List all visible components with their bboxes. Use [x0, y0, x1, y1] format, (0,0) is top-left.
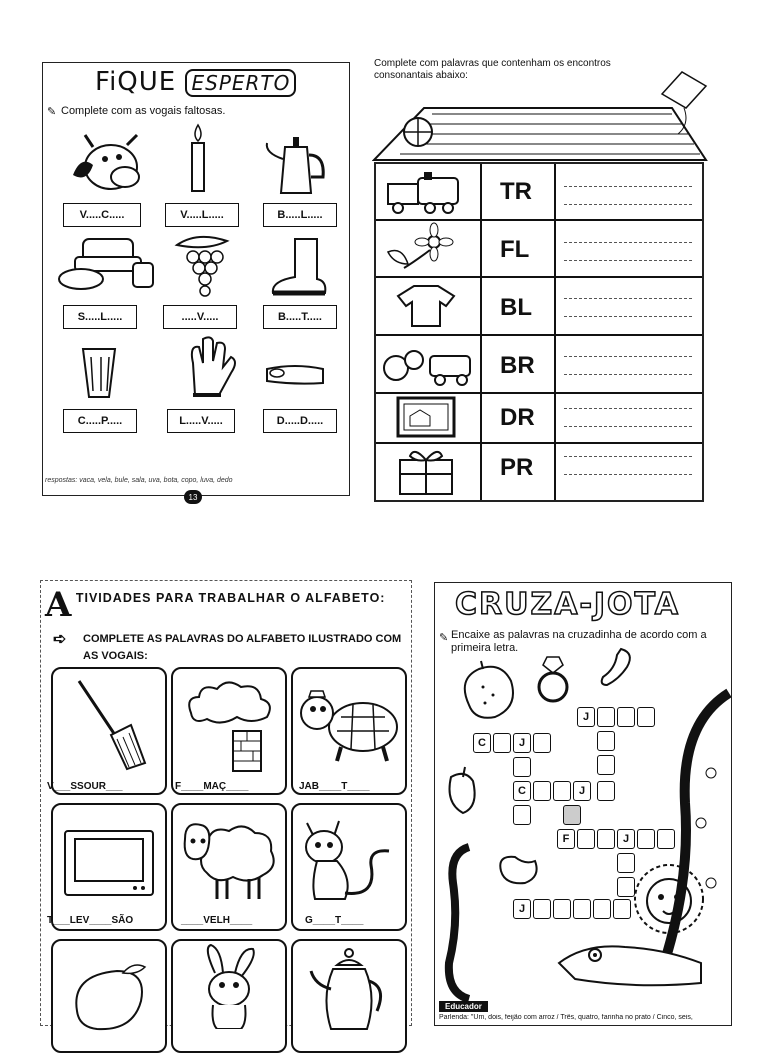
- crossword-cell[interactable]: [597, 707, 615, 727]
- snake-icon: [439, 843, 519, 1003]
- house-roof: [372, 64, 712, 164]
- boot-icon: [269, 235, 329, 299]
- writing-line: [564, 426, 692, 427]
- crossword-cell[interactable]: [637, 829, 655, 849]
- writing-line: [564, 408, 692, 409]
- crossword-cell[interactable]: [577, 829, 595, 849]
- writing-line: [564, 316, 692, 317]
- word-label-vassoura: V___SSOUR___: [47, 781, 123, 792]
- crossword-cell[interactable]: J: [573, 781, 591, 801]
- crossword-cell[interactable]: [657, 829, 675, 849]
- writing-line: [564, 186, 692, 187]
- card-smoke: [171, 667, 287, 795]
- crossword-cell[interactable]: [613, 899, 631, 919]
- syllable-bl: BL: [500, 294, 532, 321]
- word-box-4: S.....L.....: [63, 305, 137, 329]
- row-line-4: [376, 392, 702, 394]
- crossword-cell[interactable]: [493, 733, 511, 753]
- crossword-cell[interactable]: [593, 899, 611, 919]
- kettle-icon: [307, 947, 391, 1031]
- syllable-fl: FL: [500, 236, 530, 263]
- educador-badge: Educador: [439, 1001, 488, 1012]
- crossword-cell[interactable]: [553, 899, 571, 919]
- alfabeto-page: [40, 580, 412, 1026]
- crossword-cell[interactable]: [617, 707, 635, 727]
- answers-note: respostas: vaca, vela, bule, sala, uva, bota, copo, luva, dedo: [45, 477, 233, 484]
- cruza-title: CRUZA-JOTA: [455, 587, 680, 622]
- word-box-1: V.....C.....: [63, 203, 141, 227]
- house-instruction: Complete com palavras que contenham os encontros consonantais abaixo:: [374, 58, 611, 81]
- mango-icon: [67, 961, 151, 1031]
- gift-icon: [396, 446, 456, 496]
- finger-icon: [265, 361, 327, 389]
- writing-line: [564, 260, 692, 261]
- column-divider-1: [480, 164, 482, 500]
- writing-line: [564, 456, 692, 457]
- crossword-cell[interactable]: [513, 805, 531, 825]
- word-label-ovelha: ____VELH____: [181, 915, 253, 926]
- word-label-gato: G____T____: [305, 915, 364, 926]
- crossword-cell[interactable]: C: [513, 781, 531, 801]
- alfabeto-title: [45, 585, 385, 625]
- card-mango: [51, 939, 167, 1053]
- syllable-br: BR: [500, 352, 535, 379]
- cruza-jota-page: [434, 582, 732, 1026]
- bean-pod-icon: [597, 645, 637, 691]
- row-line-3: [376, 334, 702, 336]
- crossword-cell[interactable]: [533, 733, 551, 753]
- crossword-cell[interactable]: J: [513, 899, 531, 919]
- writing-line: [564, 298, 692, 299]
- alfabeto-title-text: TIVIDADES PARA TRABALHAR O ALFABETO:: [75, 591, 386, 605]
- fique-esperto-page: [42, 62, 350, 496]
- television-icon: [63, 829, 155, 897]
- card-sheep: [171, 803, 287, 931]
- crossword-cell[interactable]: [597, 731, 615, 751]
- teapot-icon: [263, 133, 331, 199]
- cruza-instruction: Encaixe as palavras na cruzadinha de acordo com a primeira letra.: [451, 629, 707, 654]
- row-line-1: [376, 219, 702, 221]
- fique-title-word1: FiQUE: [95, 67, 177, 97]
- glove-icon: [181, 333, 241, 405]
- alfabeto-title-initial: A: [45, 585, 72, 625]
- flower-icon: [384, 222, 464, 272]
- cashew-icon: [441, 763, 481, 819]
- toys-icon: [380, 338, 476, 388]
- fique-instruction: Complete com as vogais faltosas.: [61, 105, 226, 117]
- card-tv: [47, 803, 167, 931]
- fique-title: [95, 67, 296, 97]
- word-box-3: B.....L.....: [263, 203, 337, 227]
- writing-line: [564, 374, 692, 375]
- word-box-5: .....V.....: [163, 305, 237, 329]
- grapes-icon: [167, 231, 237, 299]
- pencil-icon: ✎: [47, 106, 57, 118]
- crossword-cell[interactable]: [553, 781, 571, 801]
- syllable-tr: TR: [500, 178, 532, 205]
- crossword-cell[interactable]: J: [513, 733, 531, 753]
- candle-icon: [183, 123, 213, 195]
- word-box-2: V.....L.....: [165, 203, 239, 227]
- crossword-cell[interactable]: [597, 781, 615, 801]
- card-cat: [291, 803, 407, 931]
- broom-icon: [69, 677, 149, 771]
- row-line-5: [376, 442, 702, 444]
- crossword-cell[interactable]: [513, 757, 531, 777]
- ring-icon: [535, 653, 571, 705]
- word-label-fumaca: F____MAÇ____: [175, 781, 249, 792]
- crossword-cell[interactable]: C: [473, 733, 491, 753]
- crossword-cell[interactable]: [617, 877, 635, 897]
- crossword-cell[interactable]: [617, 853, 635, 873]
- cow-icon: [63, 125, 145, 197]
- crossword-cell[interactable]: J: [577, 707, 595, 727]
- crossword-cell[interactable]: [533, 781, 551, 801]
- jackfruit-icon: [455, 659, 519, 721]
- word-label-jabuti: JAB____T____: [299, 781, 370, 792]
- card-broom: [47, 667, 167, 795]
- pencil-icon: ✎: [439, 632, 449, 644]
- crossword-cell[interactable]: [637, 707, 655, 727]
- word-box-7: C.....P.....: [63, 409, 137, 433]
- sheep-icon: [177, 817, 281, 903]
- rabbit-icon: [197, 943, 261, 1029]
- word-box-9: D.....D.....: [263, 409, 337, 433]
- train-icon: [384, 170, 472, 214]
- writing-line: [564, 242, 692, 243]
- row-line-2: [376, 276, 702, 278]
- writing-line: [564, 356, 692, 357]
- crossword-cell[interactable]: J: [617, 829, 635, 849]
- cup-icon: [79, 345, 119, 401]
- turtle-icon: [297, 687, 401, 767]
- card-kettle: [291, 939, 407, 1053]
- crossword-cell[interactable]: [563, 805, 581, 825]
- syllable-pr: PR: [500, 454, 534, 481]
- framed-picture-icon: [396, 396, 456, 438]
- fique-title-word2: ESPERTO: [185, 69, 296, 97]
- word-label-televisao: T___LEV____SÃO: [47, 915, 134, 926]
- writing-line: [564, 204, 692, 205]
- word-box-8: L.....V.....: [167, 409, 235, 433]
- card-rabbit: [171, 939, 287, 1053]
- crossword-cell[interactable]: F: [557, 829, 575, 849]
- column-divider-2: [554, 164, 556, 500]
- crossword-cell[interactable]: [597, 829, 615, 849]
- shirt-icon: [394, 282, 458, 330]
- parlenda-footer: Parlenda: "Um, dois, feijão com arroz / Três, quatro, farinha no prato / Cinco, seis,: [439, 1014, 693, 1021]
- chimney-smoke-icon: [181, 677, 277, 773]
- alfabeto-instruction: COMPLETE AS PALAVRAS DO ALFABETO ILUSTRADO COM AS VOGAIS:: [83, 633, 402, 662]
- card-turtle: [291, 667, 407, 795]
- house-body: [374, 162, 704, 502]
- arrow-icon: ➪: [53, 631, 67, 648]
- page-number: 13: [184, 490, 202, 504]
- word-box-6: B.....T.....: [263, 305, 337, 329]
- syllable-dr: DR: [500, 404, 535, 431]
- crossword-cell[interactable]: [533, 899, 551, 919]
- living-room-icon: [53, 233, 157, 295]
- crocodile-icon: [555, 923, 705, 993]
- crossword-cell[interactable]: [573, 899, 591, 919]
- writing-line: [564, 474, 692, 475]
- crossword-cell[interactable]: [597, 755, 615, 775]
- cat-icon: [297, 813, 401, 903]
